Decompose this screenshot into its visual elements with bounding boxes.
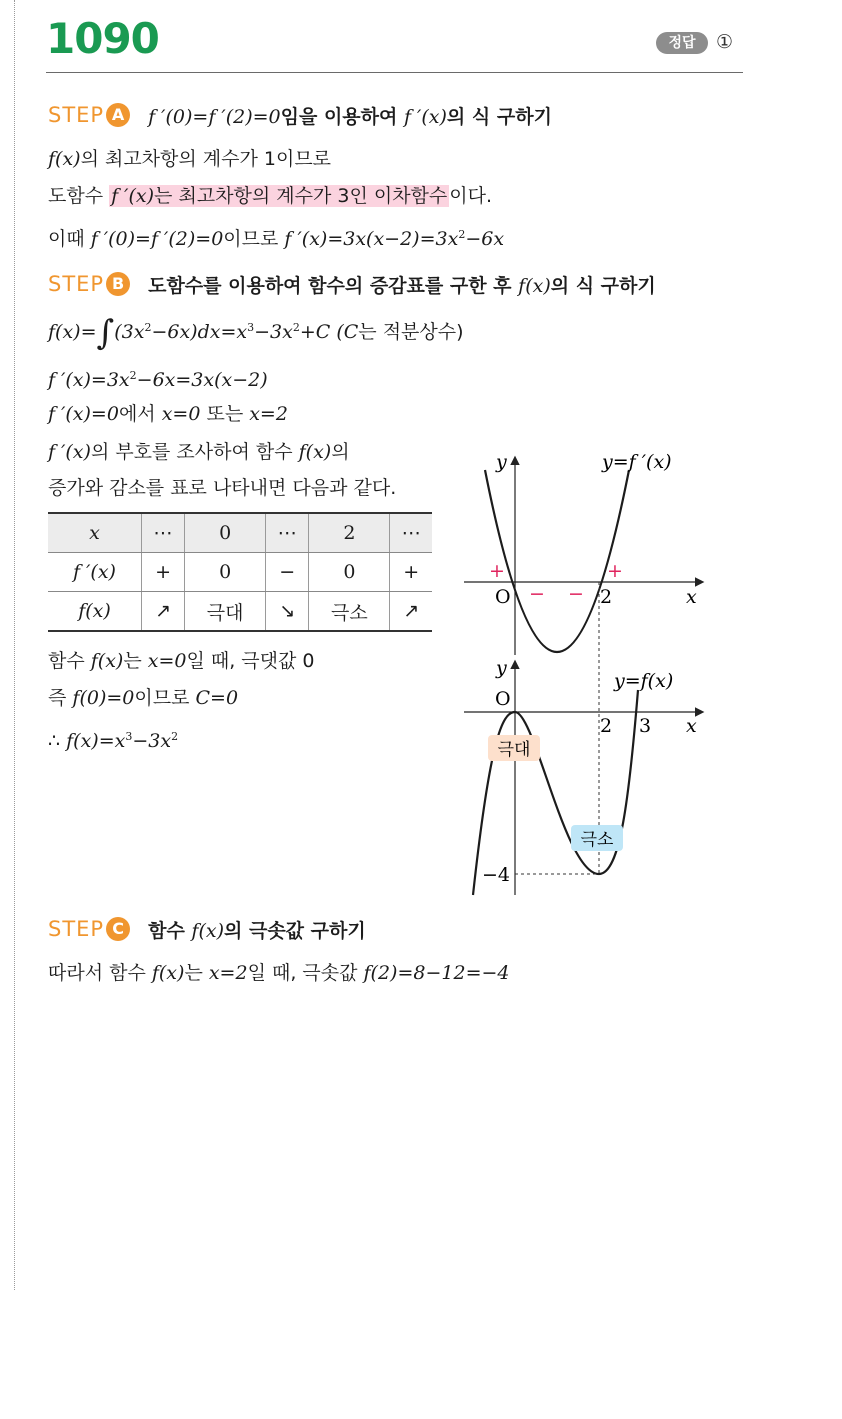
critical-points-line: f ′(x)=0에서 x=0 또는 x=2 [48,403,288,425]
step-b-heading [48,268,656,300]
step-word: STEP [48,103,105,127]
max-value-line: 함수 f(x)는 x=0일 때, 극댓값 0 [48,650,315,672]
top-origin-label: O [495,586,511,608]
minus-sign: − [568,583,584,605]
bottom-two-label: 2 [600,715,613,737]
function-graphs [440,440,720,910]
step-a-line-1: f(x)의 최고차항의 계수가 1이므로 [48,148,332,170]
derivative-line: f $'(x)=3x^2-6x=3x(x-2)$ [48,369,268,391]
step-letter-badge: C [106,917,130,941]
top-x-label: x [686,586,697,608]
table-row: x ⋯ 0 ⋯ 2 ⋯ [48,513,432,553]
max-tag: 극대 [497,740,531,760]
answer-label: 정답 [656,32,708,54]
step-c-heading [48,913,366,945]
bottom-y-label: y [496,657,507,679]
step-word: STEP [48,272,105,296]
step-a-line-2: 도함수 f ′(x)는 최고차항의 계수가 3인 이차함수 이다. [48,185,493,207]
bottom-curve-label: y=f(x) [614,670,674,692]
integral-line: $f(x)=\int(3x^2-6x)dx=x^3-3x^2+C$ (C는 적분상수) [48,313,464,353]
min-value-line: 따라서 함수 f(x)는 x=2일 때, 극솟값 f(2)=8−12=−4 [48,962,510,984]
sign-check-line: f ′(x)의 부호를 조사하여 함수 f(x)의 [48,441,350,463]
constant-line: 즉 f(0)=0이므로 C=0 [48,687,239,709]
step-b-title: 도함수를 이용하여 함수의 증감표를 구한 후 f(x)의 식 구하기 [148,274,656,297]
function-result-line: ∴ $f(x)=x^3-3x^2$ [48,730,179,752]
step-a-line-3: 이때 f ′(0)=f ′(2)=0이므로 f $'(x)=3x(x-2)=3x^2-6x$ [48,228,505,250]
step-a-title: f ′(0)=f ′(2)=0임을 이용하여 f ′(x)의 식 구하기 [148,105,552,128]
top-y-label: y [496,451,507,473]
top-two-label: 2 [600,586,613,608]
plus-sign: + [607,560,623,582]
top-curve-label: y=f ′(x) [602,451,672,473]
bottom-origin-label: O [495,688,511,710]
answer-value: ① [716,31,734,53]
page-margin-dots [14,0,15,1290]
step-c-title: 함수 f(x)의 극솟값 구하기 [148,919,366,942]
min-tag: 극소 [580,830,614,850]
table-row: f ′(x) + 0 − 0 + [48,553,432,592]
step-letter-badge: B [106,272,130,296]
bottom-three-label: 3 [639,715,652,737]
plus-sign: + [489,560,505,582]
neg-four-label: −4 [482,864,511,886]
step-word: STEP [48,917,105,941]
increase-decrease-table [48,512,432,632]
highlight: f ′(x)는 최고차항의 계수가 3인 이차함수 [111,185,448,207]
problem-number: 1090 [46,14,159,63]
step-letter-badge: A [106,103,130,127]
table-intro-line: 증가와 감소를 표로 나타내면 다음과 같다. [48,477,397,499]
header-rule [46,72,743,73]
step-a-heading [48,99,552,131]
minus-sign: − [529,583,545,605]
table-row: f(x) ↗ 극대 ↘ 극소 ↗ [48,592,432,632]
bottom-x-label: x [686,715,697,737]
